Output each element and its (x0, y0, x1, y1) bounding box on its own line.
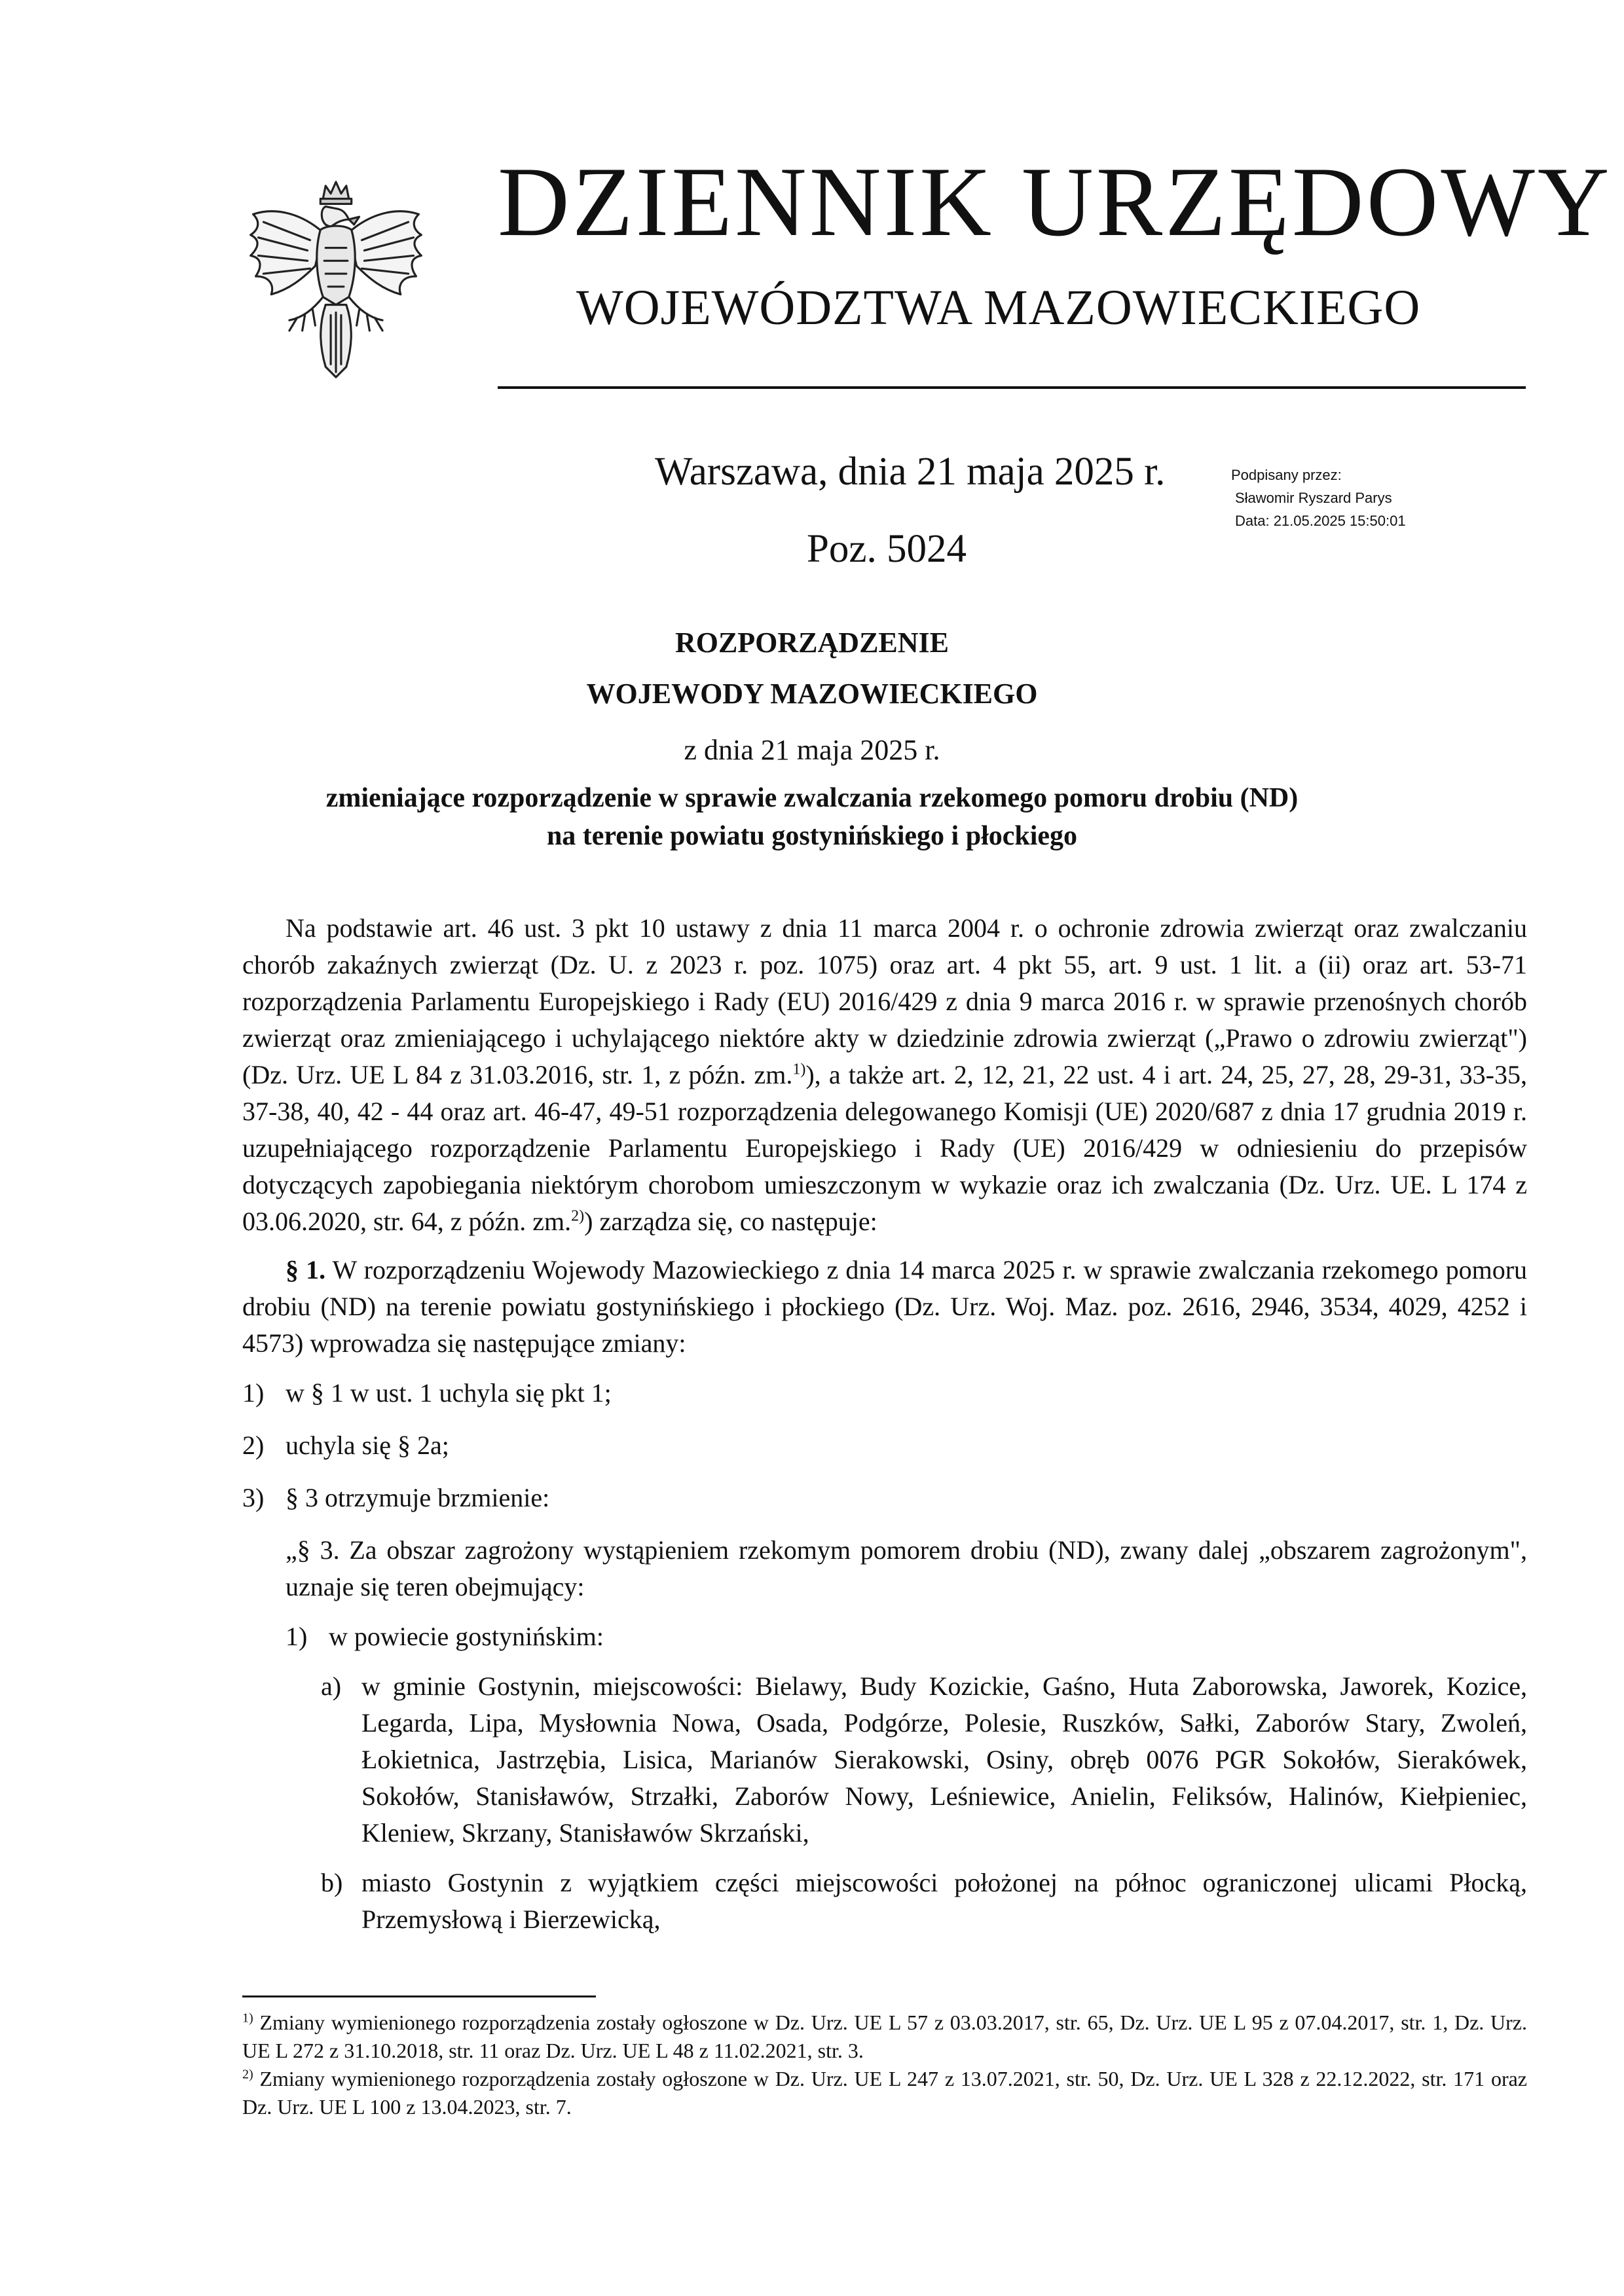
change-item (242, 1480, 1527, 1516)
journal-subtitle: WOJEWÓDZTWA MAZOWIECKIEGO (576, 280, 1421, 335)
letter-item (242, 1668, 1527, 1851)
change-item-number: 3) (242, 1483, 265, 1512)
letter-item-label: a) (321, 1671, 342, 1701)
footnote-ref-1[interactable]: 1) (792, 1061, 806, 1078)
footnote-2 (242, 2065, 1527, 2121)
quoted-item-number: 1) (286, 1622, 308, 1651)
preamble (242, 910, 1527, 1240)
footnote-divider (242, 1995, 596, 1997)
quoted-section-3-intro: „§ 3. Za obszar zagrożony wystąpieniem rzekomym pomorem drobiu (ND), zwany dalej „obszarem zagrożonym", uznaje się teren obejmujący: (286, 1535, 1527, 1601)
letter-item (242, 1865, 1527, 1938)
act-subject (262, 779, 1362, 855)
quoted-item-text: w powiecie gostynińskim: (329, 1622, 604, 1651)
footnote-mark: 1) (242, 2011, 253, 2026)
signature-label: Podpisany przez: (1231, 467, 1342, 483)
change-item (242, 1427, 1527, 1464)
section-1-text: W rozporządzeniu Wojewody Mazowieckiego z dnia 14 marca 2025 r. w sprawie zwalczania rzekomego pomoru drobiu (ND) na terenie powiatu gostynińskiego i płockiego (Dz. Urz. Woj. Maz. poz. 2616, 2946, 3534, 4029, 4252 i 4573) wprowadza się następujące zmiany: (242, 1255, 1528, 1358)
footnote-text: Zmiany wymienionego rozporządzenia zostały ogłoszone w Dz. Urz. UE L 247 z 13.07.2021, str. 50, Dz. Urz. UE L 328 z 22.12.2022, str. 171 oraz Dz. Urz. UE L 100 z 13.04.2023, str. 7. (242, 2067, 1528, 2119)
footnote-text: Zmiany wymienionego rozporządzenia zostały ogłoszone w Dz. Urz. UE L 57 z 03.03.2017, str. 65, Dz. Urz. UE L 95 z 07.04.2017, str. 1, Dz. Urz. UE L 272 z 31.10.2018, str. 11 oraz Dz. Urz. UE L 48 z 11.02.2021, str. 3. (242, 2011, 1528, 2062)
change-item-text: w § 1 w ust. 1 uchyla się pkt 1; (286, 1378, 612, 1408)
act-type: ROZPORZĄDZENIE (674, 627, 950, 659)
letter-item-text: w gminie Gostynin, miejscowości: Bielawy, Budy Kozickie, Gaśno, Huta Zaborowska, Jaworek, Kozice, Legarda, Lipa, Mysłownia Nowa, Osada, Podgórze, Polesie, Ruszków, Sałki, Zaborów Stary, Zwoleń, Łokietnica, Jastrzębia, Lisica, Marianów Sierakowski, Osiny, obręb 0076 PGR Sokołów, Sierakówek, Sokołów, Stanisławów, Strzałki, Zaborów Nowy, Leśniewice, Anielin, Feliksów, Halinów, Kiełpieniec, Kleniew, Skrzany, Stanisławów Skrzański, (361, 1671, 1527, 1848)
act-subject-line-2: na terenie powiatu gostynińskiego i płockiego (546, 821, 1078, 851)
header-divider (498, 386, 1526, 389)
journal-title: DZIENNIK URZĘDOWY (498, 147, 1612, 257)
footnote-ref-2[interactable]: 2) (571, 1207, 585, 1225)
polish-eagle-icon (244, 175, 428, 382)
change-item-text: uchyla się § 2a; (286, 1430, 449, 1460)
preamble-text-2: ), a także art. 2, 12, 21, 22 ust. 4 i art. 24, 25, 27, 28, 29-31, 33-35, 37-38, 40, 42 - 44 oraz art. 46-47, 49-51 rozporządzenia delegowanego Komisji (UE) 2020/687 z dnia 17 grudnia 2019 r. uzupełniającego rozporządzenie Parlamentu Europejskiego i Rady (UE) 2016/429 w odniesieniu do przepisów dotyczących zapobiegania niektórym chorobom umieszczonym w wykazie oraz ich zwalczania (Dz. Urz. UE. L 174 z 03.06.2020, str. 64, z późn. zm. (242, 1060, 1527, 1236)
section-1-label: § 1. (286, 1255, 326, 1285)
change-item (242, 1375, 1527, 1412)
change-item-number: 2) (242, 1430, 265, 1460)
footnotes (242, 2009, 1527, 2121)
section-1 (242, 1252, 1527, 1362)
footnote-mark: 2) (242, 2067, 253, 2082)
electronic-signature (1231, 464, 1406, 532)
position-number: Poz. 5024 (807, 527, 967, 571)
letter-item-text: miasto Gostynin z wyjątkiem części miejscowości położonej na północ ograniczonej ulicami Płocką, Przemysłową i Bierzewicką, (361, 1868, 1527, 1934)
publication-date: Warszawa, dnia 21 maja 2025 r. (655, 450, 1166, 494)
act-authority: WOJEWODY MAZOWIECKIEGO (586, 678, 1038, 710)
preamble-text-3: ) zarządza się, co następuje: (584, 1207, 877, 1236)
letter-item-label: b) (321, 1868, 343, 1897)
signature-name: Sławomir Ryszard Parys (1235, 490, 1392, 506)
act-subject-line-1: zmieniające rozporządzenie w sprawie zwalczania rzekomego pomoru drobiu (ND) (325, 783, 1299, 813)
preamble-text-1: Na podstawie art. 46 ust. 3 pkt 10 ustawy z dnia 11 marca 2004 r. o ochronie zdrowia zwierząt oraz zwalczaniu chorób zakaźnych zwierząt (Dz. U. z 2023 r. poz. 1075) oraz art. 4 pkt 55, art. 9 ust. 1 lit. a (ii) oraz art. 53-71 rozporządzenia Parlamentu Europejskiego i Rady (EU) 2016/429 z dnia 9 marca 2016 r. w sprawie przenośnych chorób zwierząt oraz zmieniającego i uchylającego niektóre akty w dziedzinie zdrowia zwierząt („Prawo o zdrowiu zwierząt") (Dz. Urz. UE L 84 z 31.03.2016, str. 1, z późn. zm. (242, 913, 1527, 1089)
act-date: z dnia 21 maja 2025 r. (684, 734, 940, 766)
signature-date: Data: 21.05.2025 15:50:01 (1235, 513, 1406, 529)
footnote-1 (242, 2009, 1527, 2065)
quoted-item (242, 1618, 1527, 1655)
document-body (242, 910, 1527, 1951)
change-item-text: § 3 otrzymuje brzmienie: (286, 1483, 550, 1512)
change-item-number: 1) (242, 1378, 265, 1408)
